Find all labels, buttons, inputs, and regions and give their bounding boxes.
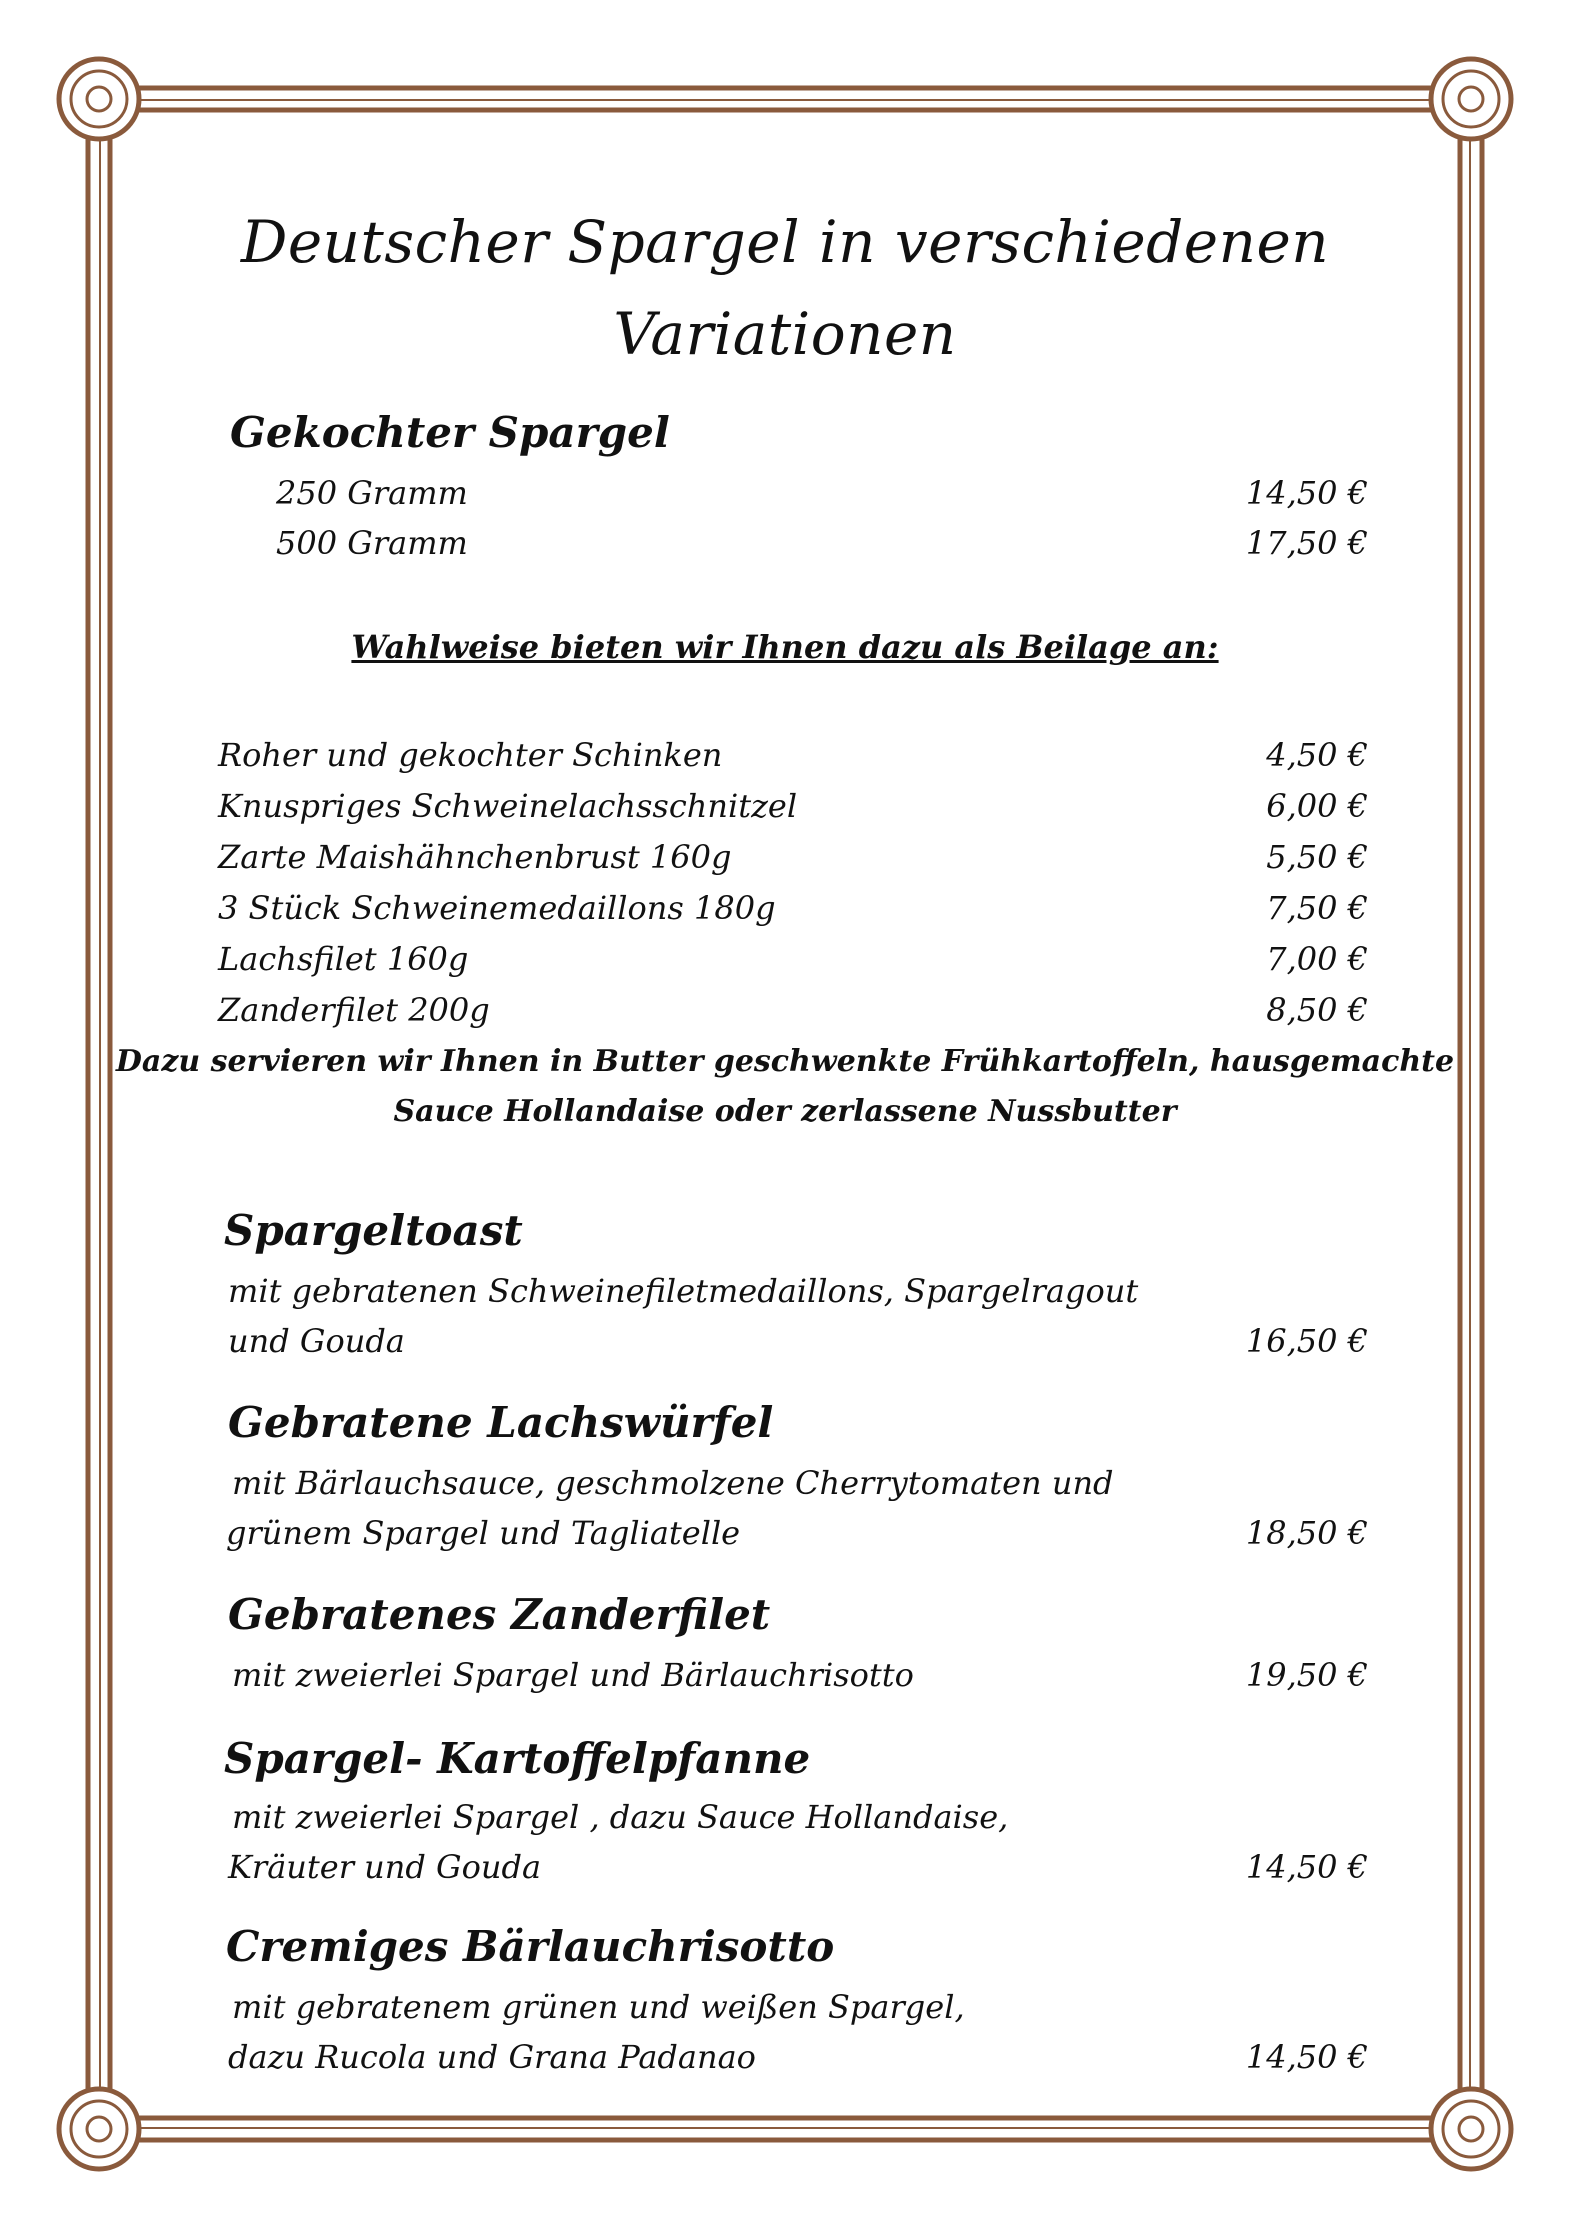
dish-description: Kräuter und Gouda bbox=[228, 1848, 542, 1886]
side-item-price: 5,50 € bbox=[1266, 838, 1368, 876]
corner-ornament-top-right bbox=[1431, 59, 1511, 139]
side-item: Knuspriges Schweinelachsschnitzel bbox=[218, 787, 798, 825]
size-price: 17,50 € bbox=[1245, 524, 1368, 562]
side-item-price: 8,50 € bbox=[1266, 991, 1368, 1029]
dish-price: 19,50 € bbox=[1245, 1656, 1368, 1694]
dish-price: 14,50 € bbox=[1245, 2038, 1368, 2076]
side-item: Lachsfilet 160g bbox=[218, 940, 469, 978]
corner-ornament-top-left bbox=[59, 59, 139, 139]
size-label: 250 Gramm bbox=[276, 474, 468, 512]
dish-price: 16,50 € bbox=[1245, 1322, 1368, 1360]
dish-name: Spargeltoast bbox=[224, 1206, 523, 1255]
dish-name: Spargel- Kartoffelpfanne bbox=[224, 1734, 811, 1783]
dish-description: mit gebratenem grünen und weißen Spargel, bbox=[232, 1988, 965, 2026]
size-price: 14,50 € bbox=[1245, 474, 1368, 512]
size-label: 500 Gramm bbox=[276, 524, 468, 562]
side-item-price: 4,50 € bbox=[1266, 736, 1368, 774]
dish-description: mit gebratenen Schweinefiletmedaillons, Spargelragout bbox=[228, 1272, 1139, 1310]
side-item-price: 6,00 € bbox=[1266, 787, 1368, 825]
dish-name: Gebratenes Zanderfilet bbox=[228, 1590, 771, 1639]
beilage-heading: Wahlweise bieten wir Ihnen dazu als Beilage an: bbox=[351, 628, 1219, 666]
dish-price: 18,50 € bbox=[1245, 1514, 1368, 1552]
side-item: Roher und gekochter Schinken bbox=[218, 736, 723, 774]
dish-description: mit zweierlei Spargel , dazu Sauce Hollandaise, bbox=[232, 1798, 1009, 1836]
serving-note-line1: Dazu servieren wir Ihnen in Butter geschwenkte Frühkartoffeln, hausgemachte bbox=[115, 1044, 1455, 1079]
side-item-price: 7,50 € bbox=[1266, 889, 1368, 927]
dish-name: Cremiges Bärlauchrisotto bbox=[226, 1922, 835, 1971]
side-item: 3 Stück Schweinemedaillons 180g bbox=[218, 889, 776, 927]
section-heading-gekochter-spargel: Gekochter Spargel bbox=[230, 408, 670, 457]
dish-description: mit zweierlei Spargel und Bärlauchrisotto bbox=[232, 1656, 914, 1694]
dish-price: 14,50 € bbox=[1245, 1848, 1368, 1886]
dish-description: dazu Rucola und Grana Padanao bbox=[228, 2038, 756, 2076]
dish-description: und Gouda bbox=[228, 1322, 405, 1360]
side-item-price: 7,00 € bbox=[1266, 940, 1368, 978]
corner-ornament-bottom-right bbox=[1431, 2089, 1511, 2169]
side-item: Zanderfilet 200g bbox=[218, 991, 490, 1029]
serving-note-line2: Sauce Hollandaise oder zerlassene Nussbutter bbox=[393, 1094, 1177, 1129]
menu-title-line1: Deutscher Spargel in verschiedenen bbox=[240, 208, 1330, 276]
dish-name: Gebratene Lachswürfel bbox=[228, 1398, 774, 1447]
dish-description: grünem Spargel und Tagliatelle bbox=[226, 1514, 741, 1552]
corner-ornament-bottom-left bbox=[59, 2089, 139, 2169]
menu-title-line2: Variationen bbox=[613, 300, 957, 368]
dish-description: mit Bärlauchsauce, geschmolzene Cherrytomaten und bbox=[232, 1464, 1114, 1502]
side-item: Zarte Maishähnchenbrust 160g bbox=[218, 838, 732, 876]
